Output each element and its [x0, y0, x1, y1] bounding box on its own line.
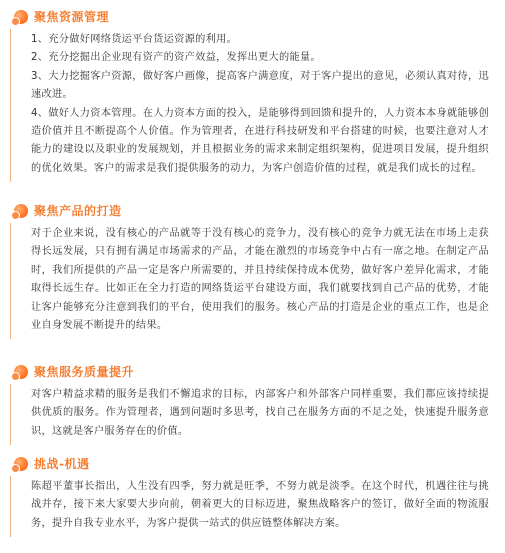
section-header: [10, 455, 495, 473]
orange-dot-icon: [10, 8, 30, 26]
section-service-quality: [10, 363, 495, 445]
paragraph: 1、充分做好网络货运平台货运资源的利用。: [31, 34, 238, 45]
section-product-building: [10, 202, 495, 339]
section-challenge-opportunity: [10, 455, 495, 537]
section-title: 聚焦产品的打造: [34, 204, 122, 218]
section-title: 聚焦资源管理: [34, 10, 110, 24]
paragraph: 4、做好人力资本管理。在人力资本方面的投入，是能够得到回馈和提升的，人力资本本身就能够创造价值并且不断提高个人价值。作为管理者，在进行科技研发和平台搭建的时候，也要注意对人才能力的建设以及职业的发展规划，并且根据业务的需求来制定组织架构，促进项目发展，提升组织的优化效果。客户的需求是我们提供服务的动力，为客户创造价值的过程，就是我们成长的过程。: [31, 107, 489, 174]
paragraph: 3、大力挖掘客户资源，做好客户画像，提高客户满意度，对于客户提出的意见，必须认真对待，迅速改进。: [31, 70, 489, 101]
section-header: [10, 363, 495, 381]
section-title: 挑战-机遇: [34, 457, 90, 471]
section-title: 聚焦服务质量提升: [34, 365, 135, 379]
section-body: [10, 384, 495, 445]
orange-dot-icon: [10, 202, 30, 220]
section-header: [10, 202, 495, 220]
section-body: [10, 223, 495, 339]
paragraph: 2、充分挖掘出企业现有资产的资产效益，发挥出更大的能量。: [31, 52, 321, 64]
orange-dot-icon: [10, 455, 30, 473]
paragraph: 陈超平董事长指出，人生没有四季，努力就是旺季，不努力就是淡季。在这个时代，机遇往往与挑战并存，接下来大家要大步向前，朝着更大的目标迈进，聚焦战略客户的签订，做好全面的物流服务，提升自我专业水平，为客户提供一站式的供应链整体解决方案。: [31, 481, 489, 529]
paragraph: 对于企业来说，没有核心的产品就等于没有核心的竞争力，没有核心的竞争力就无法在市场上走获得长远发展，只有拥有满足市场需求的产品，才能在激烈的市场竞争中占有一席之地。在制定产品时，我们所提供的产品一定是客户所需要的，并且持续保持成本优势，做好客户差异化需求，才能取得长远生存。比如正在全力打造的网络货运平台建设方面，我们就要找到自己产品的优势，才能让客户能够充分注意到我们的平台，使用我们的服务。核心产品的打造是企业的重点工作，也是企业自身发展不断提升的结果。: [31, 228, 489, 332]
section-resource-management: [10, 8, 495, 182]
section-header: [10, 8, 495, 26]
section-body: [10, 476, 495, 537]
section-body: [10, 29, 495, 182]
paragraph: 对客户精益求精的服务是我们不懈追求的目标，内部客户和外部客户同样重要，我们都应该持续提供优质的服务。作为管理者，遇到问题时多思考，找自己在服务方面的不足之处，快速提升服务意识，这就是客户服务存在的价值。: [31, 389, 489, 437]
orange-dot-icon: [10, 363, 30, 381]
